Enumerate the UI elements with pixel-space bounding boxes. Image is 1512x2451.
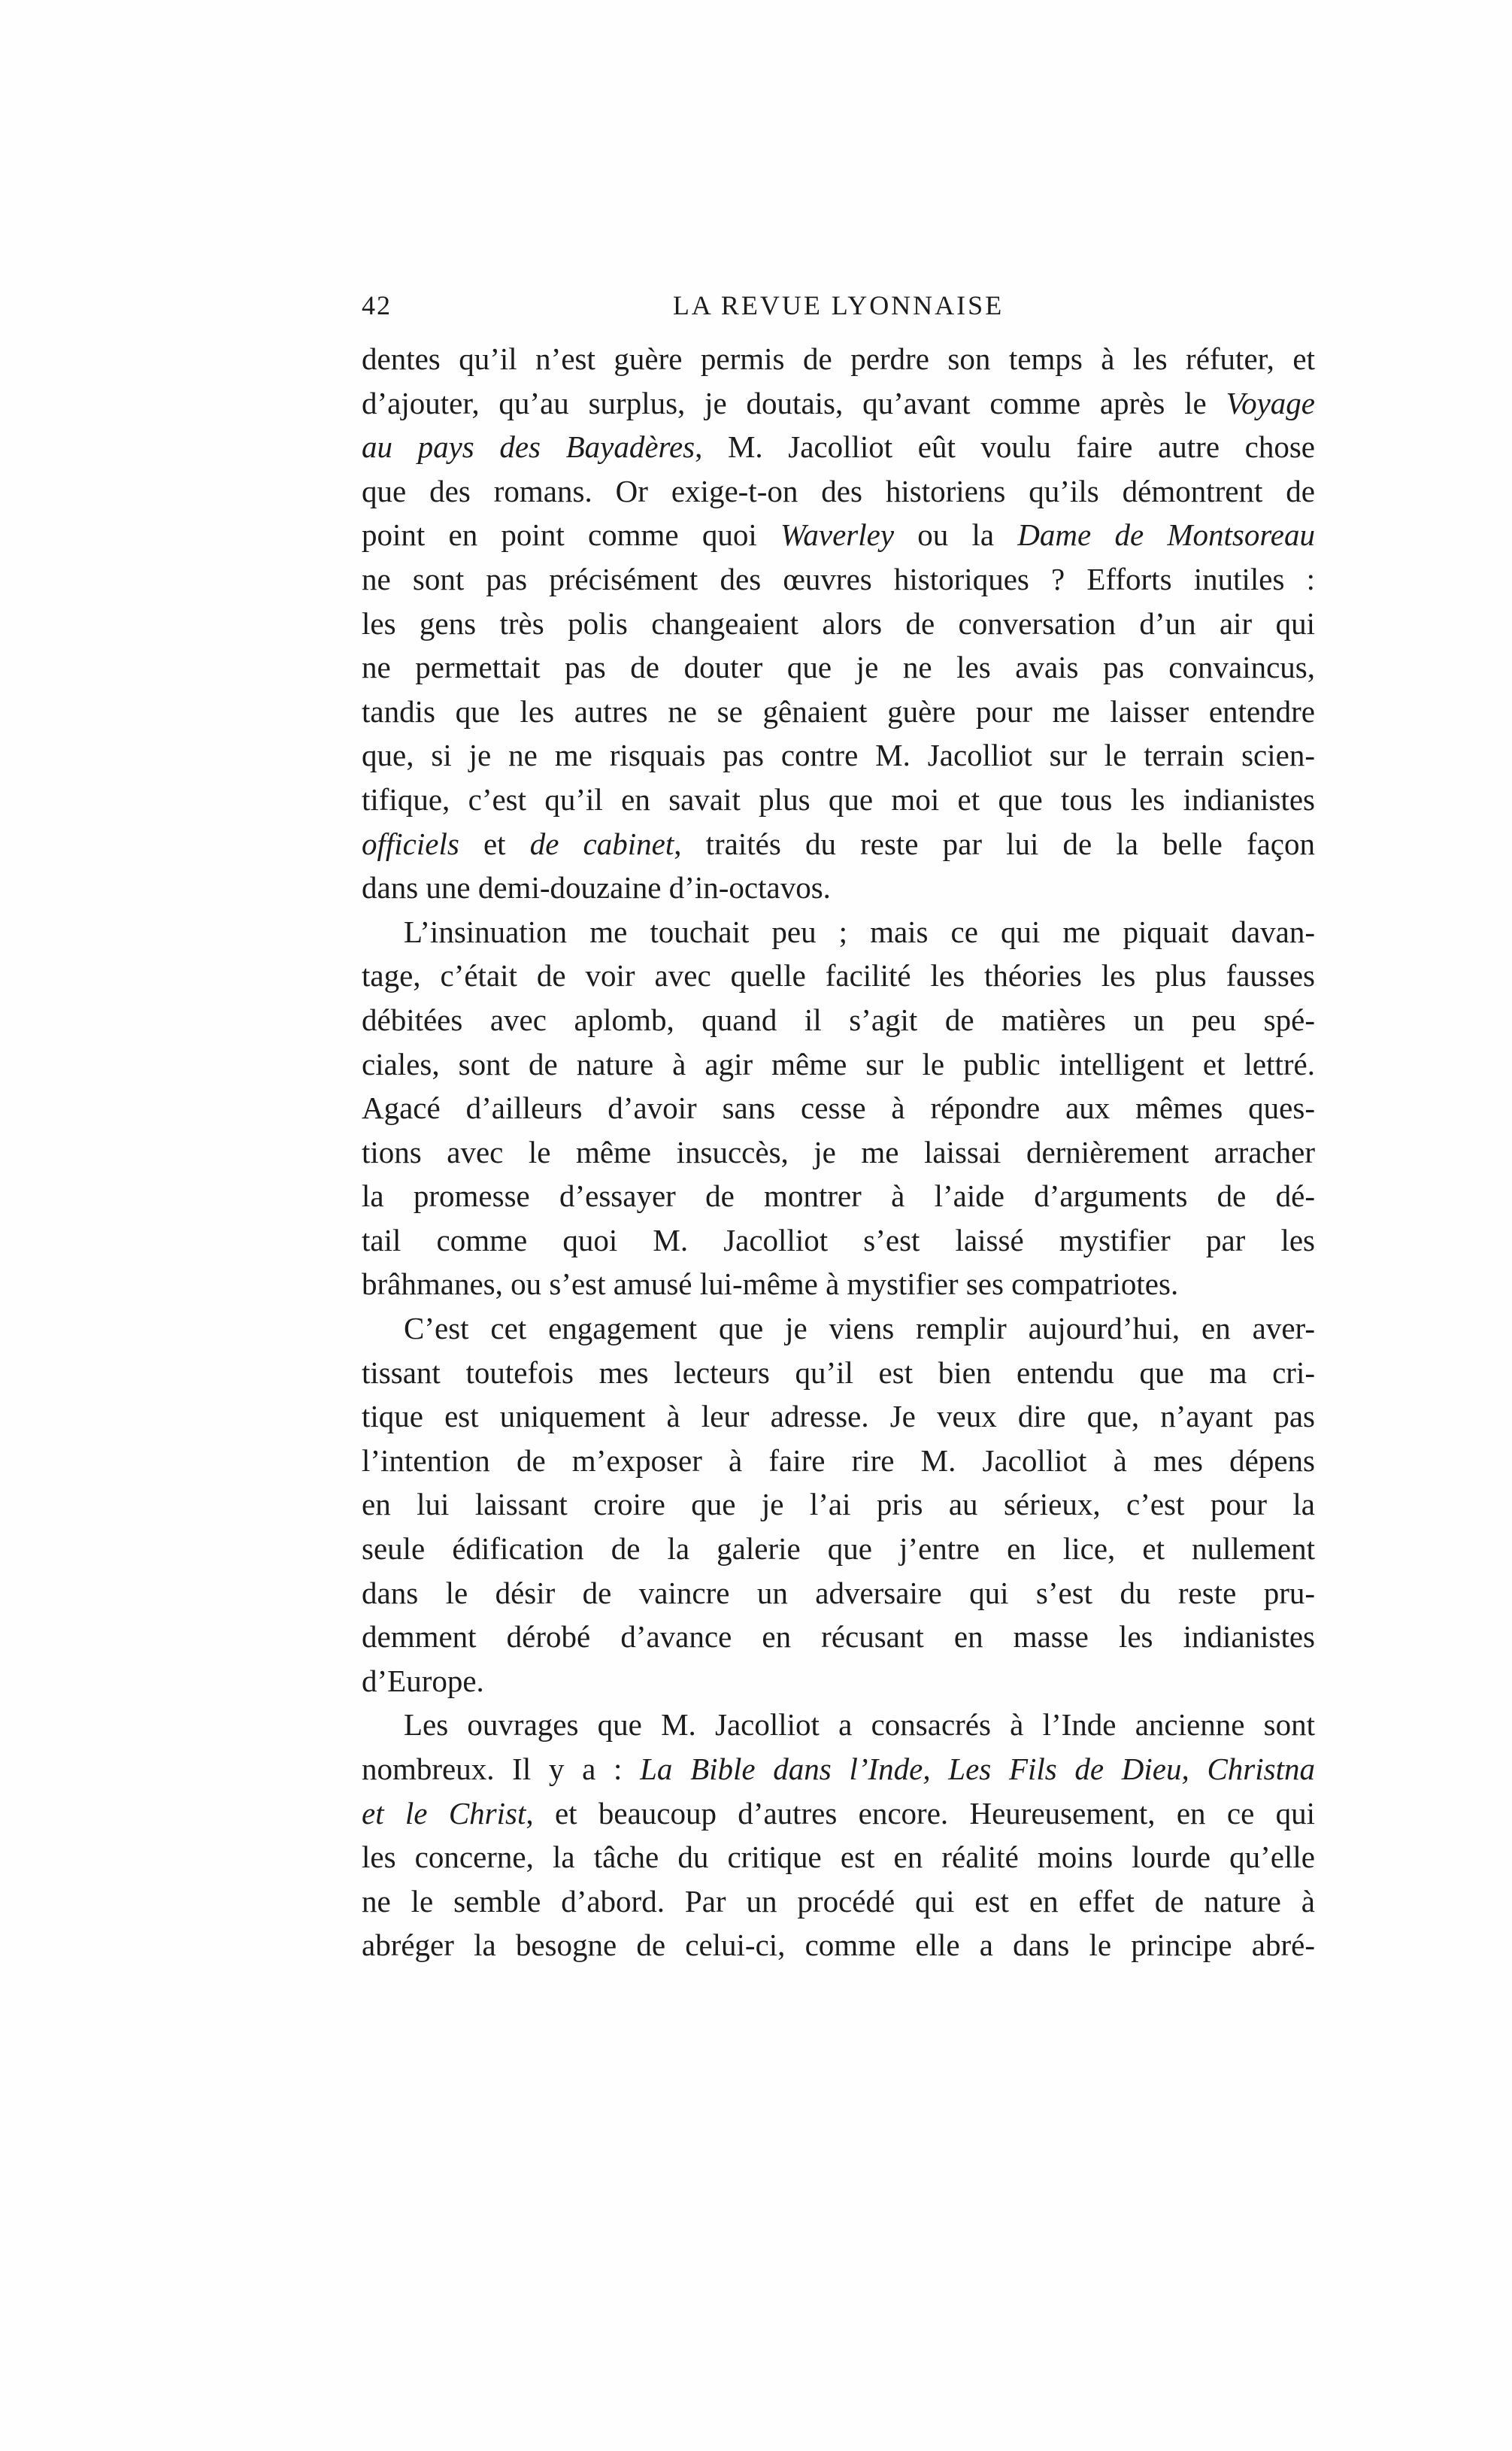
- text-segment: Agacé d’ailleurs d’avoir sans cesse à répondre aux mêmes ques-: [362, 1091, 1315, 1126]
- text-line: [362, 1262, 1315, 1306]
- text-line: [362, 733, 1315, 778]
- text-line: [362, 337, 1315, 381]
- text-segment: que des romans. Or exige-t-on des historiens qu’ils démontrent de: [362, 473, 1315, 508]
- text-segment: , et beaucoup d’autres encore. Heureusement, en ce qui: [526, 1795, 1315, 1831]
- text-line: [362, 1747, 1315, 1791]
- text-segment: point en point comme quoi: [362, 517, 780, 553]
- journal-title: LA REVUE LYONNAISE: [672, 290, 1004, 320]
- text-segment: que, si je ne me risquais pas contre M. Jacolliot sur le terrain scien-: [362, 738, 1315, 773]
- text-segment: l’intention de m’exposer à faire rire M. Jacolliot à mes dépens: [362, 1442, 1315, 1478]
- text-line: [362, 822, 1315, 866]
- text-segment: dans une demi-douzaine d’in-octavos.: [362, 870, 831, 905]
- text-segment: d’Europe.: [362, 1663, 484, 1698]
- text-segment: en lui laissant croire que je l’ai pris au sérieux, c’est pour la: [362, 1487, 1315, 1522]
- text-line: [362, 513, 1315, 557]
- text-segment: Les ouvrages que M. Jacolliot a consacrés à l’Inde ancienne sont: [404, 1707, 1315, 1743]
- text-line: [362, 1835, 1315, 1879]
- text-line: [362, 1394, 1315, 1439]
- text-segment: les concerne, la tâche du critique est en réalité moins lourde qu’elle: [362, 1840, 1315, 1875]
- text-segment: abréger la besogne de celui-ci, comme elle a dans le principe abré-: [362, 1928, 1315, 1963]
- text-line: [362, 1482, 1315, 1527]
- italic-text: et le Christ: [362, 1795, 526, 1831]
- text-line: [362, 1042, 1315, 1087]
- text-segment: tage, c’était de voir avec quelle facilité les théories les plus fausses: [362, 958, 1315, 993]
- italic-text: officiels: [362, 826, 459, 861]
- text-line: [362, 778, 1315, 822]
- text-segment: ne le semble d’abord. Par un procédé qui est en effet de nature à: [362, 1883, 1315, 1919]
- text-segment: ne sont pas précisément des œuvres historiques ? Efforts inutiles :: [362, 561, 1315, 596]
- text-line: [362, 910, 1315, 954]
- text-line: [362, 645, 1315, 690]
- text-segment: dans le désir de vaincre un adversaire qui s’est du reste pru-: [362, 1575, 1315, 1610]
- text-segment: , M. Jacolliot eût voulu faire autre chose: [695, 429, 1315, 465]
- text-line: [362, 1130, 1315, 1175]
- text-segment: seule édification de la galerie que j’entre en lice, et nullement: [362, 1531, 1315, 1567]
- text-segment: , traités du reste par lui de la belle façon: [674, 826, 1315, 861]
- text-segment: les gens très polis changeaient alors de conversation d’un air qui: [362, 605, 1315, 641]
- text-line: [362, 1351, 1315, 1395]
- text-segment: la promesse d’essayer de montrer à l’aide d’arguments de dé-: [362, 1178, 1315, 1214]
- text-line: [362, 690, 1315, 734]
- italic-text: Dame de Montsoreau: [1017, 517, 1315, 553]
- text-line: [362, 1879, 1315, 1924]
- text-line: [362, 1218, 1315, 1263]
- text-segment: brâhmanes, ou s’est amusé lui-même à mystifier ses compatriotes.: [362, 1266, 1179, 1302]
- text-line: [362, 1923, 1315, 1967]
- text-line: [362, 469, 1315, 514]
- text-segment: ciales, sont de nature à agir même sur le public intelligent et lettré.: [362, 1046, 1315, 1081]
- text-line: [362, 1571, 1315, 1615]
- running-head: [362, 290, 1315, 327]
- text-segment: débitées avec aplomb, quand il s’agit de matières un peu spé-: [362, 1002, 1315, 1037]
- text-line: [362, 1086, 1315, 1130]
- text-segment: d’ajouter, qu’au surplus, je doutais, qu’avant comme après le: [362, 385, 1226, 420]
- text-segment: nombreux. Il y a :: [362, 1752, 641, 1786]
- text-segment: tifique, c’est qu’il en savait plus que moi et que tous les indianistes: [362, 781, 1315, 817]
- text-segment: C’est cet engagement que je viens remplir aujourd’hui, en aver-: [404, 1311, 1315, 1346]
- text-segment: tail comme quoi M. Jacolliot s’est laissé mystifier par les: [362, 1222, 1315, 1257]
- text-line: [362, 1439, 1315, 1483]
- italic-text: au pays des Bayadères: [362, 429, 695, 465]
- italic-text: Waverley: [780, 517, 895, 553]
- text-line: [362, 1174, 1315, 1218]
- text-line: [362, 1703, 1315, 1747]
- text-segment: demment dérobé d’avance en récusant en masse les indianistes: [362, 1619, 1315, 1655]
- text-segment: tandis que les autres ne se gênaient guère pour me laisser entendre: [362, 693, 1315, 729]
- italic-text: Voyage: [1226, 385, 1315, 420]
- text-segment: dentes qu’il n’est guère permis de perdre son temps à les réfuter, et: [362, 341, 1315, 376]
- text-line: [362, 866, 1315, 910]
- text-line: [362, 425, 1315, 469]
- body-text: [362, 337, 1315, 1967]
- page-number: 42: [362, 290, 392, 320]
- text-line: [362, 557, 1315, 602]
- text-line: [362, 1306, 1315, 1351]
- text-segment: et: [459, 826, 530, 861]
- text-line: [362, 1659, 1315, 1703]
- text-line: [362, 1527, 1315, 1571]
- text-segment: L’insinuation me touchait peu ; mais ce qui me piquait davan-: [404, 914, 1315, 949]
- text-line: [362, 954, 1315, 998]
- text-line: [362, 602, 1315, 646]
- text-line: [362, 1791, 1315, 1836]
- text-segment: ne permettait pas de douter que je ne les avais pas convaincus,: [362, 650, 1315, 685]
- italic-text: de cabinet: [529, 826, 674, 861]
- text-line: [362, 1615, 1315, 1659]
- text-line: [362, 381, 1315, 426]
- text-segment: tissant toutefois mes lecteurs qu’il est bien entendu que ma cri-: [362, 1354, 1315, 1390]
- italic-text: La Bible dans l’Inde, Les Fils de Dieu, Christna: [640, 1752, 1315, 1786]
- text-segment: tique est uniquement à leur adresse. Je veux dire que, n’ayant pas: [362, 1399, 1315, 1434]
- text-line: [362, 998, 1315, 1042]
- text-segment: ou la: [894, 517, 1018, 553]
- text-segment: tions avec le même insuccès, je me laissai dernièrement arracher: [362, 1134, 1315, 1169]
